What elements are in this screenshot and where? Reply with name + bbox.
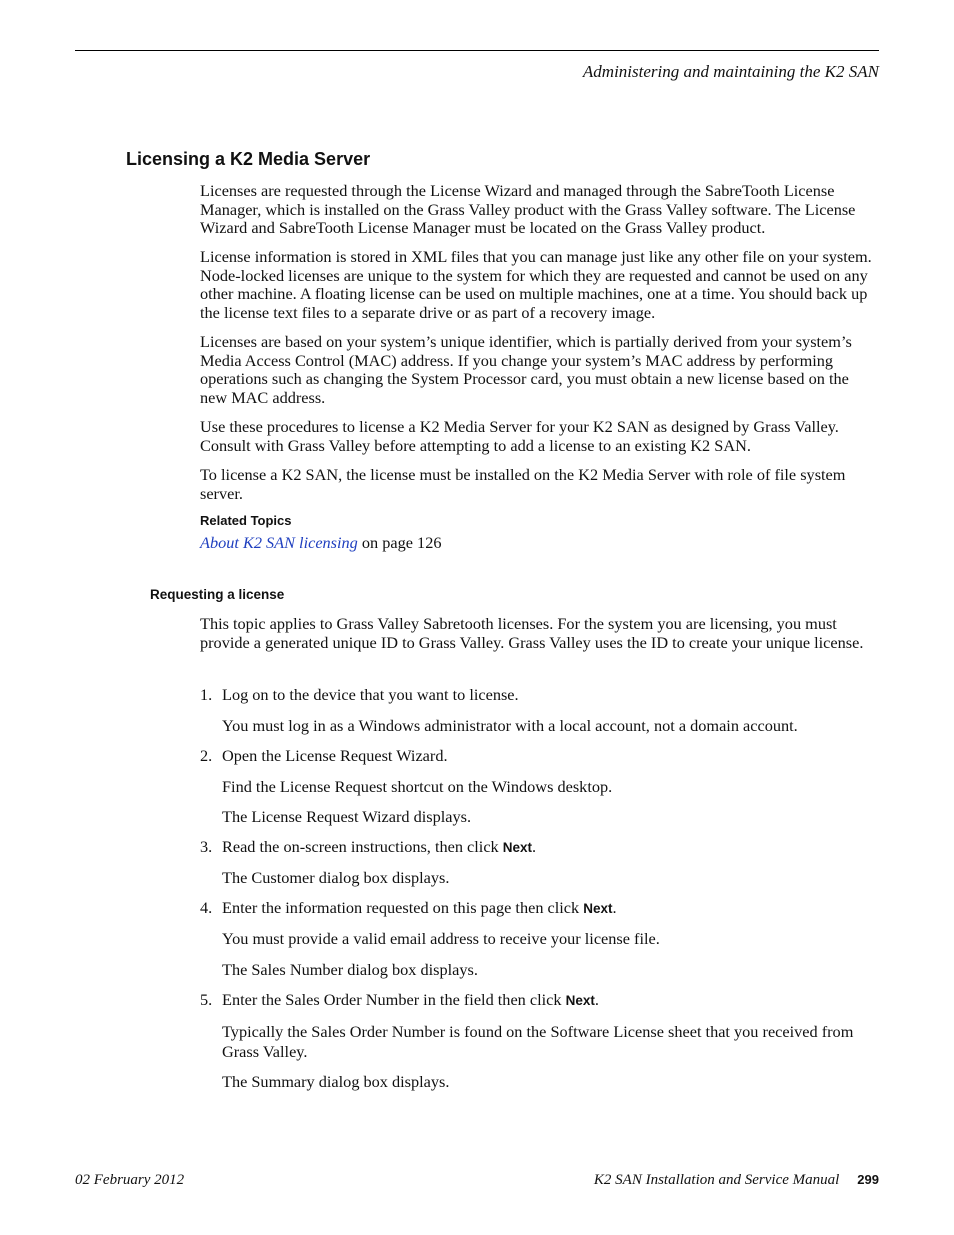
next-button-label: Next: [565, 993, 595, 1008]
step-3: 3. Read the on-screen instructions, then click Next.: [200, 837, 537, 856]
step-text: Log on to the device that you want to license.: [222, 685, 519, 704]
step-text: Enter the information requested on this page then click: [222, 898, 584, 917]
step-3-note: The Customer dialog box displays.: [222, 868, 450, 887]
step-number: 2.: [200, 746, 213, 765]
step-5: 5. Enter the Sales Order Number in the field then click Next.: [200, 990, 599, 1009]
step-text: Open the License Request Wizard.: [222, 746, 448, 765]
footer-right: [594, 1172, 879, 1189]
next-button-label: Next: [583, 901, 613, 916]
related-topic-entry: [200, 533, 441, 553]
paragraph-2: License information is stored in XML files that you can manage just like any other file on your system. Node-locked licenses are unique to the system for which they are requested and cannot be used on any other machine. A floating license can be used on multiple machines, one at a time. You should back up the license text files to a separate drive or as part of a recovery image.: [200, 247, 872, 322]
step-1-note: You must log in as a Windows administrator with a local account, not a domain account.: [222, 716, 798, 735]
step-5-note-2: The Summary dialog box displays.: [222, 1072, 450, 1091]
paragraph-5: To license a K2 SAN, the license must be installed on the K2 Media Server with role of file system server.: [200, 465, 846, 503]
paragraph-1: Licenses are requested through the License Wizard and managed through the SabreTooth License Manager, which is installed on the Grass Valley product with the Grass Valley software. The License Wizard and SabreTooth License Manager must be located on the Grass Valley product.: [200, 181, 856, 238]
step-text: Read the on-screen instructions, then click: [222, 837, 503, 856]
subsection-heading: Requesting a license: [150, 587, 285, 602]
footer-date: 02 February 2012: [75, 1172, 185, 1188]
next-button-label: Next: [502, 840, 533, 855]
step-1: [200, 686, 519, 705]
related-topic-page-ref: on page 126: [357, 533, 442, 552]
related-topics-label: Related Topics: [200, 513, 292, 528]
footer-manual-title: K2 SAN Installation and Service Manual: [593, 1172, 840, 1188]
step-5-note-1: Typically the Sales Order Number is found on the Software License sheet that you received from Grass Valley.: [222, 1022, 854, 1061]
page-number: 299: [857, 1172, 879, 1187]
step-number: 5.: [200, 990, 213, 1009]
running-header: Administering and maintaining the K2 SAN: [582, 62, 879, 81]
step-2: [200, 747, 448, 766]
related-topic-link[interactable]: About K2 SAN licensing: [200, 533, 358, 552]
section-heading: Licensing a K2 Media Server: [126, 149, 371, 169]
subsection-intro: This topic applies to Grass Valley Sabretooth licenses. For the system you are licensing, you must provide a generated unique ID to Grass Valley. Grass Valley uses the ID to create your unique license.: [200, 614, 864, 652]
step-4-note-1: You must provide a valid email address to receive your license file.: [222, 929, 660, 948]
step-2-note-2: The License Request Wizard displays.: [222, 807, 472, 826]
step-number: 3.: [200, 837, 213, 856]
step-number: 4.: [200, 898, 213, 917]
step-4-note-2: The Sales Number dialog box displays.: [222, 960, 478, 979]
step-4: 4. Enter the information requested on this page then click Next.: [200, 898, 617, 917]
paragraph-4: Use these procedures to license a K2 Media Server for your K2 SAN as designed by Grass Valley. Consult with Grass Valley before attempting to add a license to an existing K2 SAN.: [200, 417, 839, 455]
step-2-note-1: Find the License Request shortcut on the Windows desktop.: [222, 777, 613, 796]
header-rule: [75, 50, 879, 51]
step-number: 1.: [200, 685, 213, 704]
paragraph-3: Licenses are based on your system’s unique identifier, which is partially derived from your system’s Media Access Control (MAC) address. If you change your system’s MAC address by performing operations such as changing the System Processor card, you must obtain a new license based on the new MAC address.: [200, 332, 852, 407]
step-text: Enter the Sales Order Number in the field then click: [222, 990, 566, 1009]
